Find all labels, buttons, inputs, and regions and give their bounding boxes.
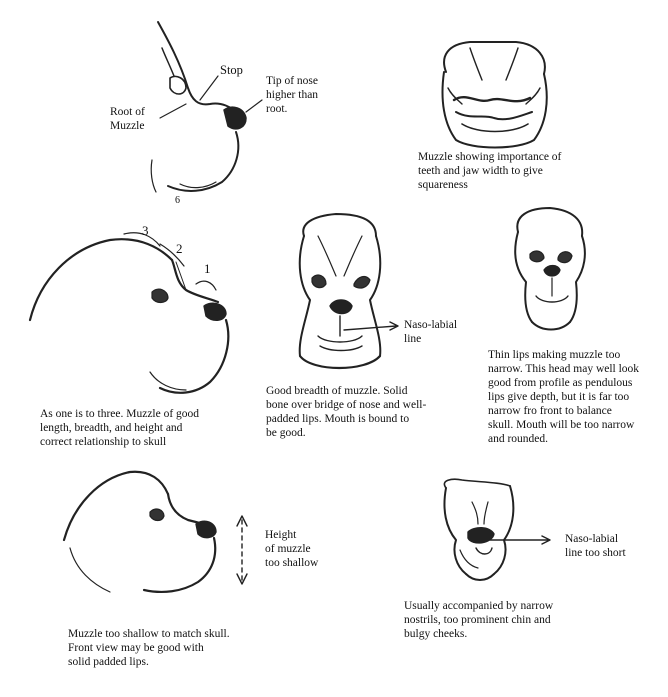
label-muzzle-squareness: Muzzle showing importance of teeth and jaw width to give squareness — [418, 151, 562, 191]
label-tip-of-nose: Tip of nose higher than root. — [266, 75, 319, 115]
profile-ratio-sketch — [30, 233, 228, 393]
thin-lips-front-sketch — [515, 208, 585, 330]
profile-stop-sketch — [151, 22, 246, 192]
narrow-front-sketch — [444, 479, 513, 580]
label-root-of-muzzle: Root of Muzzle — [110, 106, 145, 132]
jaw-front-sketch — [443, 42, 547, 148]
naso-labial-arrow-2 — [490, 536, 550, 544]
tip-pointer — [246, 100, 262, 112]
naso-labial-arrow-1 — [344, 322, 398, 330]
label-as-one-is-to-three: As one is to three. Muzzle of good length, breadth, and height and correct relationship to skull — [40, 408, 200, 448]
label-usually-accompanied: Usually accompanied by narrow nostrils, too prominent chin and bulgy cheeks. — [404, 600, 554, 640]
label-ratio-3: 3 — [142, 223, 149, 238]
label-ratio-1: 1 — [204, 261, 211, 276]
label-ratio-2: 2 — [176, 241, 183, 256]
height-arrow-heads — [237, 516, 247, 584]
label-good-breadth: Good breadth of muzzle. Solid bone over bridge of nose and well- padded lips. Mouth is bound to be good. — [266, 385, 427, 439]
shallow-muzzle-profile-sketch — [64, 472, 216, 592]
root-pointer — [160, 104, 186, 118]
label-muzzle-too-shallow: Muzzle too shallow to match skull. Front view may be good with solid padded lips. — [68, 628, 230, 668]
label-naso-labial-2: Naso-labial line too short — [565, 533, 626, 559]
label-thin-lips: Thin lips making muzzle too narrow. This head may well look good from profile as pendulous lips give depth, but it is far too narrow fro front to balance skull. Mouth will be too narrow and rounded. — [488, 349, 640, 445]
label-fig-number: 6 — [175, 195, 180, 206]
stop-pointer — [200, 76, 218, 100]
label-naso-labial-1: Naso-labial line — [404, 319, 458, 345]
good-breadth-front-sketch — [300, 214, 381, 368]
label-height-too-shallow: Height of muzzle too shallow — [265, 529, 319, 569]
label-stop: Stop — [220, 63, 243, 77]
